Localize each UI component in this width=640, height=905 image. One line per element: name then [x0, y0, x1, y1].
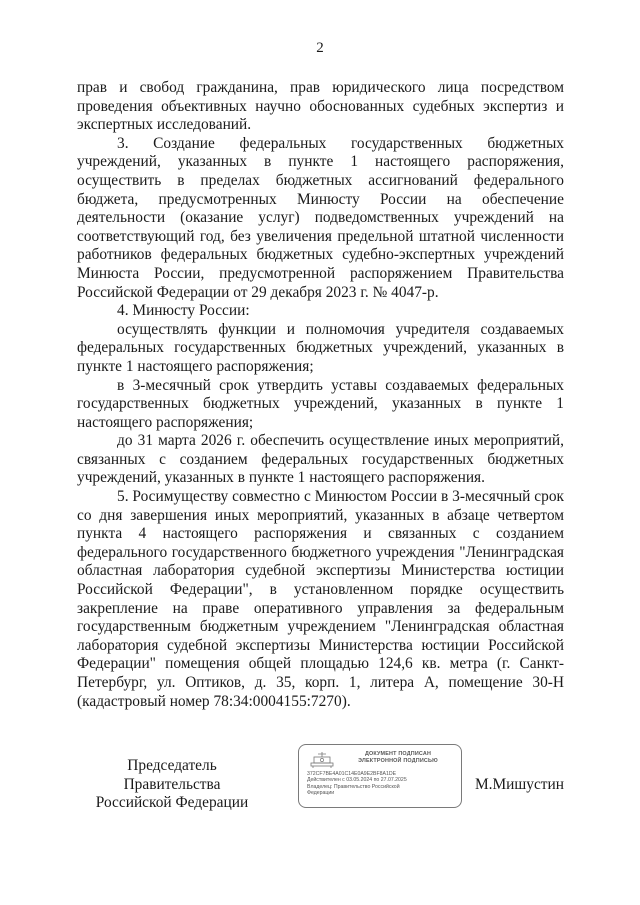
- stamp-owner-line-1: Владелец: Правительство Российской: [307, 783, 400, 790]
- stamp-title-line-2: ЭЛЕКТРОННОЙ ПОДПИСЬЮ: [358, 758, 438, 764]
- signatory-position-line-2: Российской Федерации: [95, 794, 249, 812]
- signatory-position-line-1: Председатель Правительства: [123, 757, 221, 793]
- paragraph-item-5: 5. Росимуществу совместно с Минюстом России в 3-месячный срок со дня завершения иных мероприятий, указанных в абзаце четвертом пункта 4 настоящего распоряжения и связанных с созданием федерального государственного бюджетного учреждения "Ленинградская областная лаборатория судебной экспертизы Министерства юстиции Российской Федерации", в установленном порядке осуществить закрепление на праве оперативного управления за федеральным государственным бюджетным учреждением "Ленинградская областная лаборатория судебной экспертизы Министерства юстиции Российской Федерации" помещения общей площадью 124,6 кв. метра (г. Санкт-Петербург, ул. Оптиков, д. 35, корп. 1, литера А, помещение 30-Н (кадастровый номер 78:34:0004155:7270).: [77, 488, 564, 710]
- paragraph-item-3: 3. Создание федеральных государственных бюджетных учреждений, указанных в пункте 1 настоящего распоряжения, осуществить в пределах бюджетных ассигнований федерального бюджета, предусмотренных Минюсту России на обеспечение деятельности (оказание услуг) подведомственных учреждений на соответствующий год, без увеличения предельной штатной численности работников федеральных бюджетных судебно-экспертных учреждений Минюста России, предусмотренной распоряжением Правительства Российской Федерации от 29 декабря 2023 г. № 4047-р.: [77, 134, 564, 301]
- page-number: 2: [316, 40, 324, 56]
- electronic-signature-stamp: [298, 744, 462, 808]
- stamp-title: [339, 751, 457, 765]
- paragraph-item-4-sub-3: до 31 марта 2026 г. обеспечить осуществление иных мероприятий, связанных с созданием федеральных государственных бюджетных учреждений, указанных в пункте 1 настоящего распоряжения.: [77, 432, 564, 487]
- stamp-title-line-1: ДОКУМЕНТ ПОДПИСАН: [364, 751, 432, 757]
- paragraph-item-4: 4. Минюсту России:: [117, 302, 250, 320]
- document-body: [77, 79, 564, 711]
- signatory-position: [77, 757, 267, 813]
- paragraph-continuation: прав и свобод гражданина, прав юридического лица посредством проведения объективных научно обоснованных судебных экспертиз и экспертных исследований.: [77, 79, 564, 134]
- coat-of-arms-icon: [308, 751, 336, 769]
- paragraph-item-4-sub-2: в 3-месячный срок утвердить уставы создаваемых федеральных государственных бюджетных учреждений, указанных в пункте 1 настоящего распоряжения;: [77, 376, 564, 431]
- paragraph-item-4-sub-1: осуществлять функции и полномочия учредителя создаваемых федеральных государственных бюджетных учреждений, указанных в пункте 1 настоящего распоряжения;: [77, 320, 564, 375]
- signatory-name: М.Мишустин: [474, 776, 564, 793]
- stamp-certificate-number: 372CF7BE4A01C14E0A9E2BF8A1DE: [307, 771, 397, 777]
- stamp-owner-line-2: Федерации: [307, 789, 335, 796]
- stamp-validity: Действителен с 03.05.2024 по 27.07.2025: [307, 777, 407, 784]
- stamp-details: [307, 771, 459, 796]
